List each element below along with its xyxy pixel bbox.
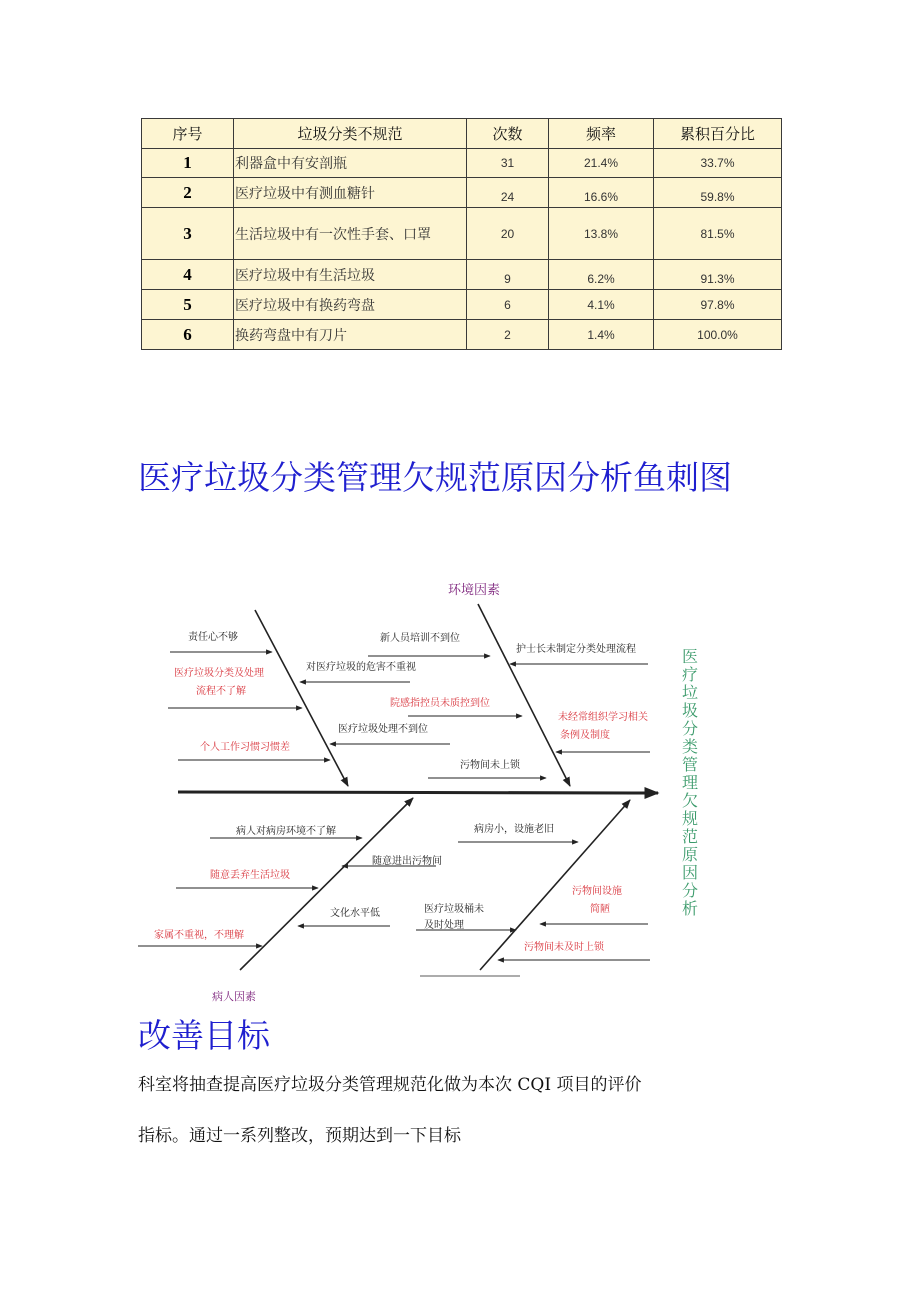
category-environment: 环境因素 bbox=[448, 583, 501, 598]
cell-item: 生活垃圾中有一次性手套、口罩 bbox=[234, 208, 467, 260]
cell-freq: 1.4% bbox=[549, 320, 654, 350]
cell-seq: 4 bbox=[142, 260, 234, 290]
cause-label: 污物间设施 bbox=[572, 886, 622, 897]
cell-count: 9 bbox=[467, 260, 549, 290]
col-header-item: 垃圾分类不规范 bbox=[234, 119, 467, 149]
cell-freq: 21.4% bbox=[549, 149, 654, 178]
cell-item: 医疗垃圾中有生活垃圾 bbox=[234, 260, 467, 290]
cause-label: 污物间未及时上锁 bbox=[524, 942, 604, 953]
waste-classification-table bbox=[141, 118, 782, 350]
cell-freq: 6.2% bbox=[549, 260, 654, 290]
cause-label: 未经常组织学习相关 bbox=[558, 712, 648, 723]
table-header-row bbox=[142, 119, 782, 149]
cell-item: 换药弯盘中有刀片 bbox=[234, 320, 467, 350]
cause-label: 个人工作习惯习惯差 bbox=[200, 742, 290, 753]
cell-seq: 6 bbox=[142, 320, 234, 350]
cause-label: 条例及制度 bbox=[560, 730, 610, 741]
cell-freq: 4.1% bbox=[549, 290, 654, 320]
col-header-freq: 频率 bbox=[549, 119, 654, 149]
cause-label: 病人对病房环境不了解 bbox=[236, 826, 336, 837]
cell-cum: 81.5% bbox=[654, 208, 782, 260]
col-header-count: 次数 bbox=[467, 119, 549, 149]
cell-seq: 1 bbox=[142, 149, 234, 178]
cell-cum: 97.8% bbox=[654, 290, 782, 320]
cause-label: 院感指控员未质控到位 bbox=[390, 698, 490, 709]
cell-count: 31 bbox=[467, 149, 549, 178]
bone-top-1 bbox=[255, 610, 348, 786]
cause-label: 新人员培训不到位 bbox=[380, 633, 460, 644]
goal-paragraph-line1: 科室将抽查提高医疗垃圾分类管理规范化做为本次 CQI 项目的评价 bbox=[138, 1075, 642, 1095]
bone-bottom-2 bbox=[480, 800, 630, 970]
cell-count: 2 bbox=[467, 320, 549, 350]
cell-seq: 5 bbox=[142, 290, 234, 320]
cell-item: 医疗垃圾中有换药弯盘 bbox=[234, 290, 467, 320]
cause-label: 责任心不够 bbox=[188, 632, 238, 643]
goal-paragraph-line2: 指标。通过一系列整改，预期达到一下目标 bbox=[138, 1126, 461, 1146]
cell-seq: 3 bbox=[142, 208, 234, 260]
cause-label: 病房小，设施老旧 bbox=[474, 824, 554, 835]
cell-seq: 2 bbox=[142, 178, 234, 208]
bone-bottom-1 bbox=[240, 798, 413, 970]
table-row bbox=[142, 260, 782, 290]
cause-label: 医疗垃圾处理不到位 bbox=[338, 724, 428, 735]
cause-label: 污物间未上锁 bbox=[460, 760, 520, 771]
cause-label: 医疗垃圾桶未 bbox=[424, 904, 484, 915]
cause-label: 随意进出污物间 bbox=[372, 856, 442, 867]
cause-label: 简陋 bbox=[590, 904, 610, 915]
cell-count: 6 bbox=[467, 290, 549, 320]
cell-cum: 33.7% bbox=[654, 149, 782, 178]
col-header-seq: 序号 bbox=[142, 119, 234, 149]
cell-count: 20 bbox=[467, 208, 549, 260]
cell-item: 利器盒中有安剖瓶 bbox=[234, 149, 467, 178]
cell-count: 24 bbox=[467, 178, 549, 208]
fishbone-effect: 医疗垃圾分类管理欠规范原因分析 bbox=[679, 648, 699, 918]
cause-label: 随意丢弃生活垃圾 bbox=[210, 870, 290, 881]
goal-heading: 改善目标 bbox=[138, 1016, 270, 1055]
fishbone-title: 医疗垃圾分类管理欠规范原因分析鱼刺图 bbox=[138, 458, 732, 497]
table-row bbox=[142, 208, 782, 260]
cause-label: 流程不了解 bbox=[196, 686, 246, 697]
cause-label: 及时处理 bbox=[424, 920, 464, 931]
cell-cum: 100.0% bbox=[654, 320, 782, 350]
cause-label: 家属不重视，不理解 bbox=[154, 930, 244, 941]
table-row bbox=[142, 178, 782, 208]
cell-cum: 59.8% bbox=[654, 178, 782, 208]
category-patient: 病人因素 bbox=[212, 990, 256, 1003]
fishbone-spine bbox=[178, 792, 658, 793]
cell-cum: 91.3% bbox=[654, 260, 782, 290]
table-row bbox=[142, 290, 782, 320]
col-header-cum: 累积百分比 bbox=[654, 119, 782, 149]
table-row bbox=[142, 320, 782, 350]
bone-top-2 bbox=[478, 604, 570, 786]
cause-label: 对医疗垃圾的危害不重视 bbox=[306, 662, 416, 673]
cause-label: 医疗垃圾分类及处理 bbox=[174, 668, 264, 679]
cause-label: 文化水平低 bbox=[330, 908, 380, 919]
cell-freq: 16.6% bbox=[549, 178, 654, 208]
table-row bbox=[142, 149, 782, 178]
cell-item: 医疗垃圾中有测血糖针 bbox=[234, 178, 467, 208]
cell-freq: 13.8% bbox=[549, 208, 654, 260]
cause-label: 护士长未制定分类处理流程 bbox=[516, 644, 636, 655]
